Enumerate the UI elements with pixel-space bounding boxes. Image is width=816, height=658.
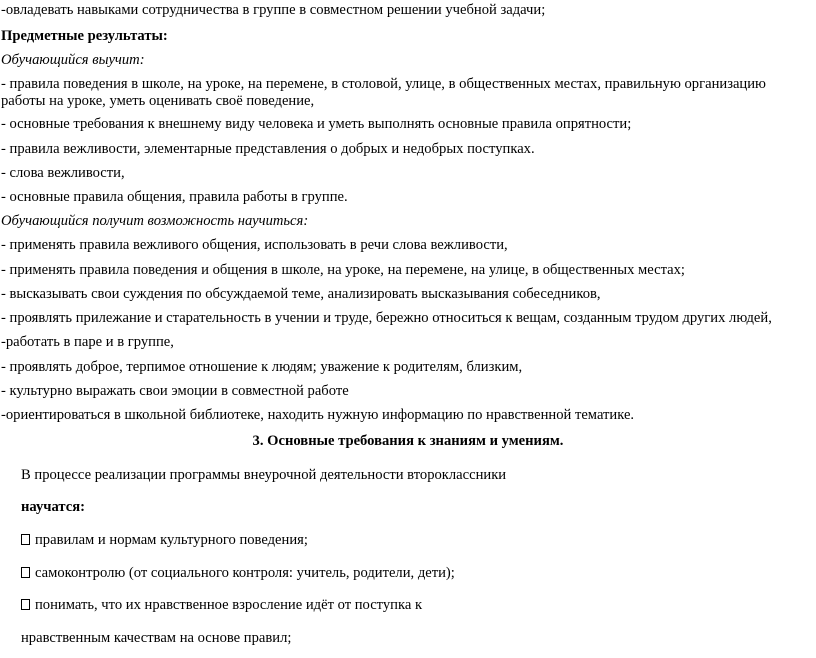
- text-line-top: -овладевать навыками сотрудничества в группе в совместном решении учебной задачи;: [1, 2, 546, 18]
- learn-item: - основные требования к внешнему виду человека и уметь выполнять основные правила опрятности;: [1, 116, 632, 132]
- square-bullet-icon: [21, 599, 30, 610]
- opportunity-item: -работать в паре и в группе,: [1, 334, 174, 350]
- bullet-item: [21, 565, 455, 582]
- learn-item: - правила вежливости, элементарные представления о добрых и недобрых поступках.: [1, 141, 535, 157]
- intro-paragraph: В процессе реализации программы внеурочной деятельности второклассники: [21, 467, 507, 483]
- section-title: 3. Основные требования к знаниям и умениям.: [252, 433, 564, 449]
- opportunity-item: - проявлять прилежание и старательность в учении и труде, бережно относиться к вещам, созданным трудом других людей,: [1, 310, 772, 326]
- opportunity-item: -ориентироваться в школьной библиотеке, находить нужную информацию по нравственной тематике.: [1, 407, 635, 423]
- opportunity-item: - культурно выражать свои эмоции в совместной работе: [1, 383, 349, 399]
- opportunity-heading: Обучающийся получит возможность научиться:: [1, 213, 309, 229]
- bullet-item: [21, 597, 422, 614]
- opportunity-item: - проявлять доброе, терпимое отношение к людям; уважение к родителям, близким,: [1, 359, 523, 375]
- square-bullet-icon: [21, 567, 30, 578]
- opportunity-item: - применять правила поведения и общения в школе, на уроке, на перемене, на улице, в общественных местах;: [1, 262, 685, 278]
- subject-results-heading: Предметные результаты:: [1, 28, 168, 44]
- square-bullet-icon: [21, 534, 30, 545]
- learn-item: - слова вежливости,: [1, 165, 125, 181]
- bullet-text: самоконтролю (от социального контроля: учитель, родители, дети);: [35, 565, 455, 581]
- opportunity-item: - высказывать свои суждения по обсуждаемой теме, анализировать высказывания собеседников,: [1, 286, 601, 302]
- learn-heading: Обучающийся выучит:: [1, 52, 145, 68]
- opportunity-item: - применять правила вежливого общения, использовать в речи слова вежливости,: [1, 237, 508, 253]
- learn-item: - основные правила общения, правила работы в группе.: [1, 189, 348, 205]
- bullet-text: понимать, что их нравственное взросление идёт от поступка к: [35, 597, 423, 613]
- will-learn-label: научатся:: [21, 499, 85, 515]
- bullet-item: [21, 532, 308, 549]
- bullet-text: правилам и нормам культурного поведения;: [35, 532, 308, 548]
- continuation-line: нравственным качествам на основе правил;: [21, 630, 292, 646]
- learn-item: - правила поведения в школе, на уроке, на перемене, в столовой, улице, в общественных местах, правильную организацию работы на уроке, уметь оценивать своё поведение,: [1, 76, 766, 109]
